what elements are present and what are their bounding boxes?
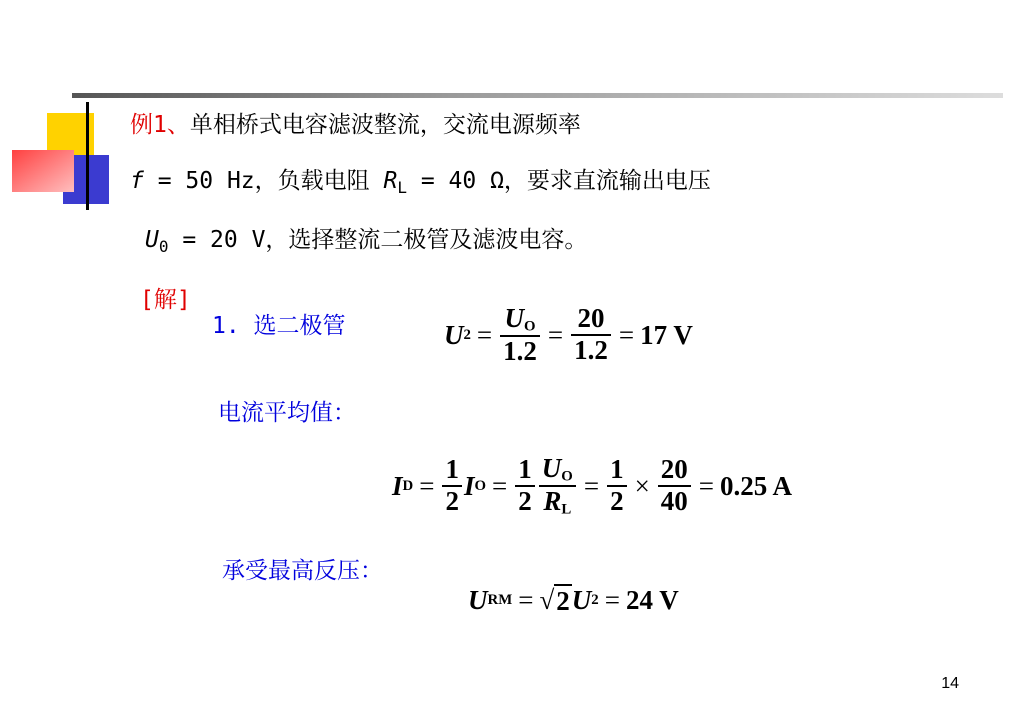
- symbol-R-sub: L: [397, 178, 407, 197]
- equals-sign: =: [698, 470, 715, 501]
- f2-f3-den-sub: L: [561, 501, 572, 518]
- f2-io-sub: O: [474, 477, 487, 494]
- f2-f5-den: 40: [660, 486, 688, 516]
- fraction-20-40: [658, 455, 691, 516]
- f2-f2-num: 1: [518, 454, 532, 485]
- step-1-label: 1. 选二极管: [212, 313, 346, 339]
- symbol-U-sub: 0: [158, 237, 169, 256]
- header-rule: [72, 93, 1003, 98]
- f1-lhs: U: [444, 319, 464, 350]
- f2-f5-num: 20: [660, 454, 688, 485]
- problem-text-2b: = 40 Ω，要求直流输出电压: [406, 168, 711, 194]
- f1-num: U: [504, 302, 524, 333]
- f2-den: 1.2: [574, 335, 608, 365]
- fraction-20-1-2: [571, 304, 611, 365]
- f2-f2-den: 2: [518, 486, 532, 516]
- f1-lhs-sub: 2: [463, 326, 471, 343]
- f3-lhs-sub: RM: [487, 591, 513, 608]
- f2-result: 0.25 A: [720, 470, 793, 501]
- symbol-U: U: [145, 227, 159, 253]
- f3-u2: U: [571, 584, 592, 615]
- sqrt-arg: 2: [556, 585, 570, 616]
- equals-sign: =: [547, 319, 564, 350]
- problem-line-3: [145, 225, 587, 262]
- f3-u2-sub: 2: [591, 591, 599, 608]
- f3-lhs: U: [468, 584, 488, 615]
- fraction-half-2: [515, 455, 535, 516]
- equals-sign: =: [419, 470, 435, 501]
- f2-lhs: I: [392, 470, 403, 501]
- f1-result: 17 V: [640, 319, 693, 350]
- f1-num-sub: O: [524, 318, 536, 335]
- reverse-voltage-label: 承受最高反压：: [222, 558, 383, 584]
- avg-current-label: 电流平均值：: [218, 400, 356, 426]
- decor-red-square: [12, 150, 74, 192]
- fraction-uo-rl: [539, 454, 576, 518]
- f3-result: 24 V: [625, 584, 679, 615]
- sqrt-sign: √: [539, 584, 555, 615]
- problem-text-1: 单相桥式电容滤波整流，交流电源频率: [189, 112, 581, 138]
- equals-sign: =: [583, 470, 600, 501]
- solution-label: [解]: [140, 287, 191, 313]
- f2-num: 20: [577, 303, 605, 334]
- equals-sign: =: [618, 319, 635, 350]
- equals-sign: =: [604, 584, 620, 615]
- fraction-half-3: [607, 455, 627, 516]
- formula-urm: [468, 578, 679, 622]
- problem-text-3: = 20 V，选择整流二极管及滤波电容。: [168, 227, 588, 253]
- f2-io: I: [463, 470, 475, 501]
- f1-den: 1.2: [503, 335, 537, 366]
- f2-f4-den: 2: [610, 486, 624, 516]
- formula-id: [392, 447, 792, 525]
- symbol-f: f: [130, 168, 144, 194]
- equals-sign: =: [518, 584, 534, 615]
- f2-f4-num: 1: [610, 454, 624, 485]
- equals-sign: =: [476, 319, 493, 350]
- f2-f1-num: 1: [445, 454, 459, 485]
- f2-f3-num: U: [541, 452, 562, 483]
- problem-line-2: [130, 166, 711, 203]
- vertical-rule: [86, 102, 89, 210]
- fraction-uo-1-2: [500, 304, 540, 367]
- f2-f3-den: R: [543, 486, 562, 516]
- formula-u2: [444, 296, 693, 374]
- example-label: 例1、: [130, 112, 190, 138]
- symbol-R: R: [383, 168, 398, 194]
- f2-f1-den: 2: [445, 486, 459, 516]
- equals-sign: =: [492, 470, 508, 501]
- problem-text-2a: = 50 Hz，负载电阻: [143, 168, 384, 194]
- f2-f3-num-sub: O: [561, 468, 573, 485]
- page-number: 14: [941, 675, 959, 692]
- fraction-half-1: [442, 455, 462, 516]
- f2-lhs-sub: D: [402, 477, 414, 494]
- problem-line-1: [130, 110, 581, 140]
- times-sign: ×: [634, 470, 650, 501]
